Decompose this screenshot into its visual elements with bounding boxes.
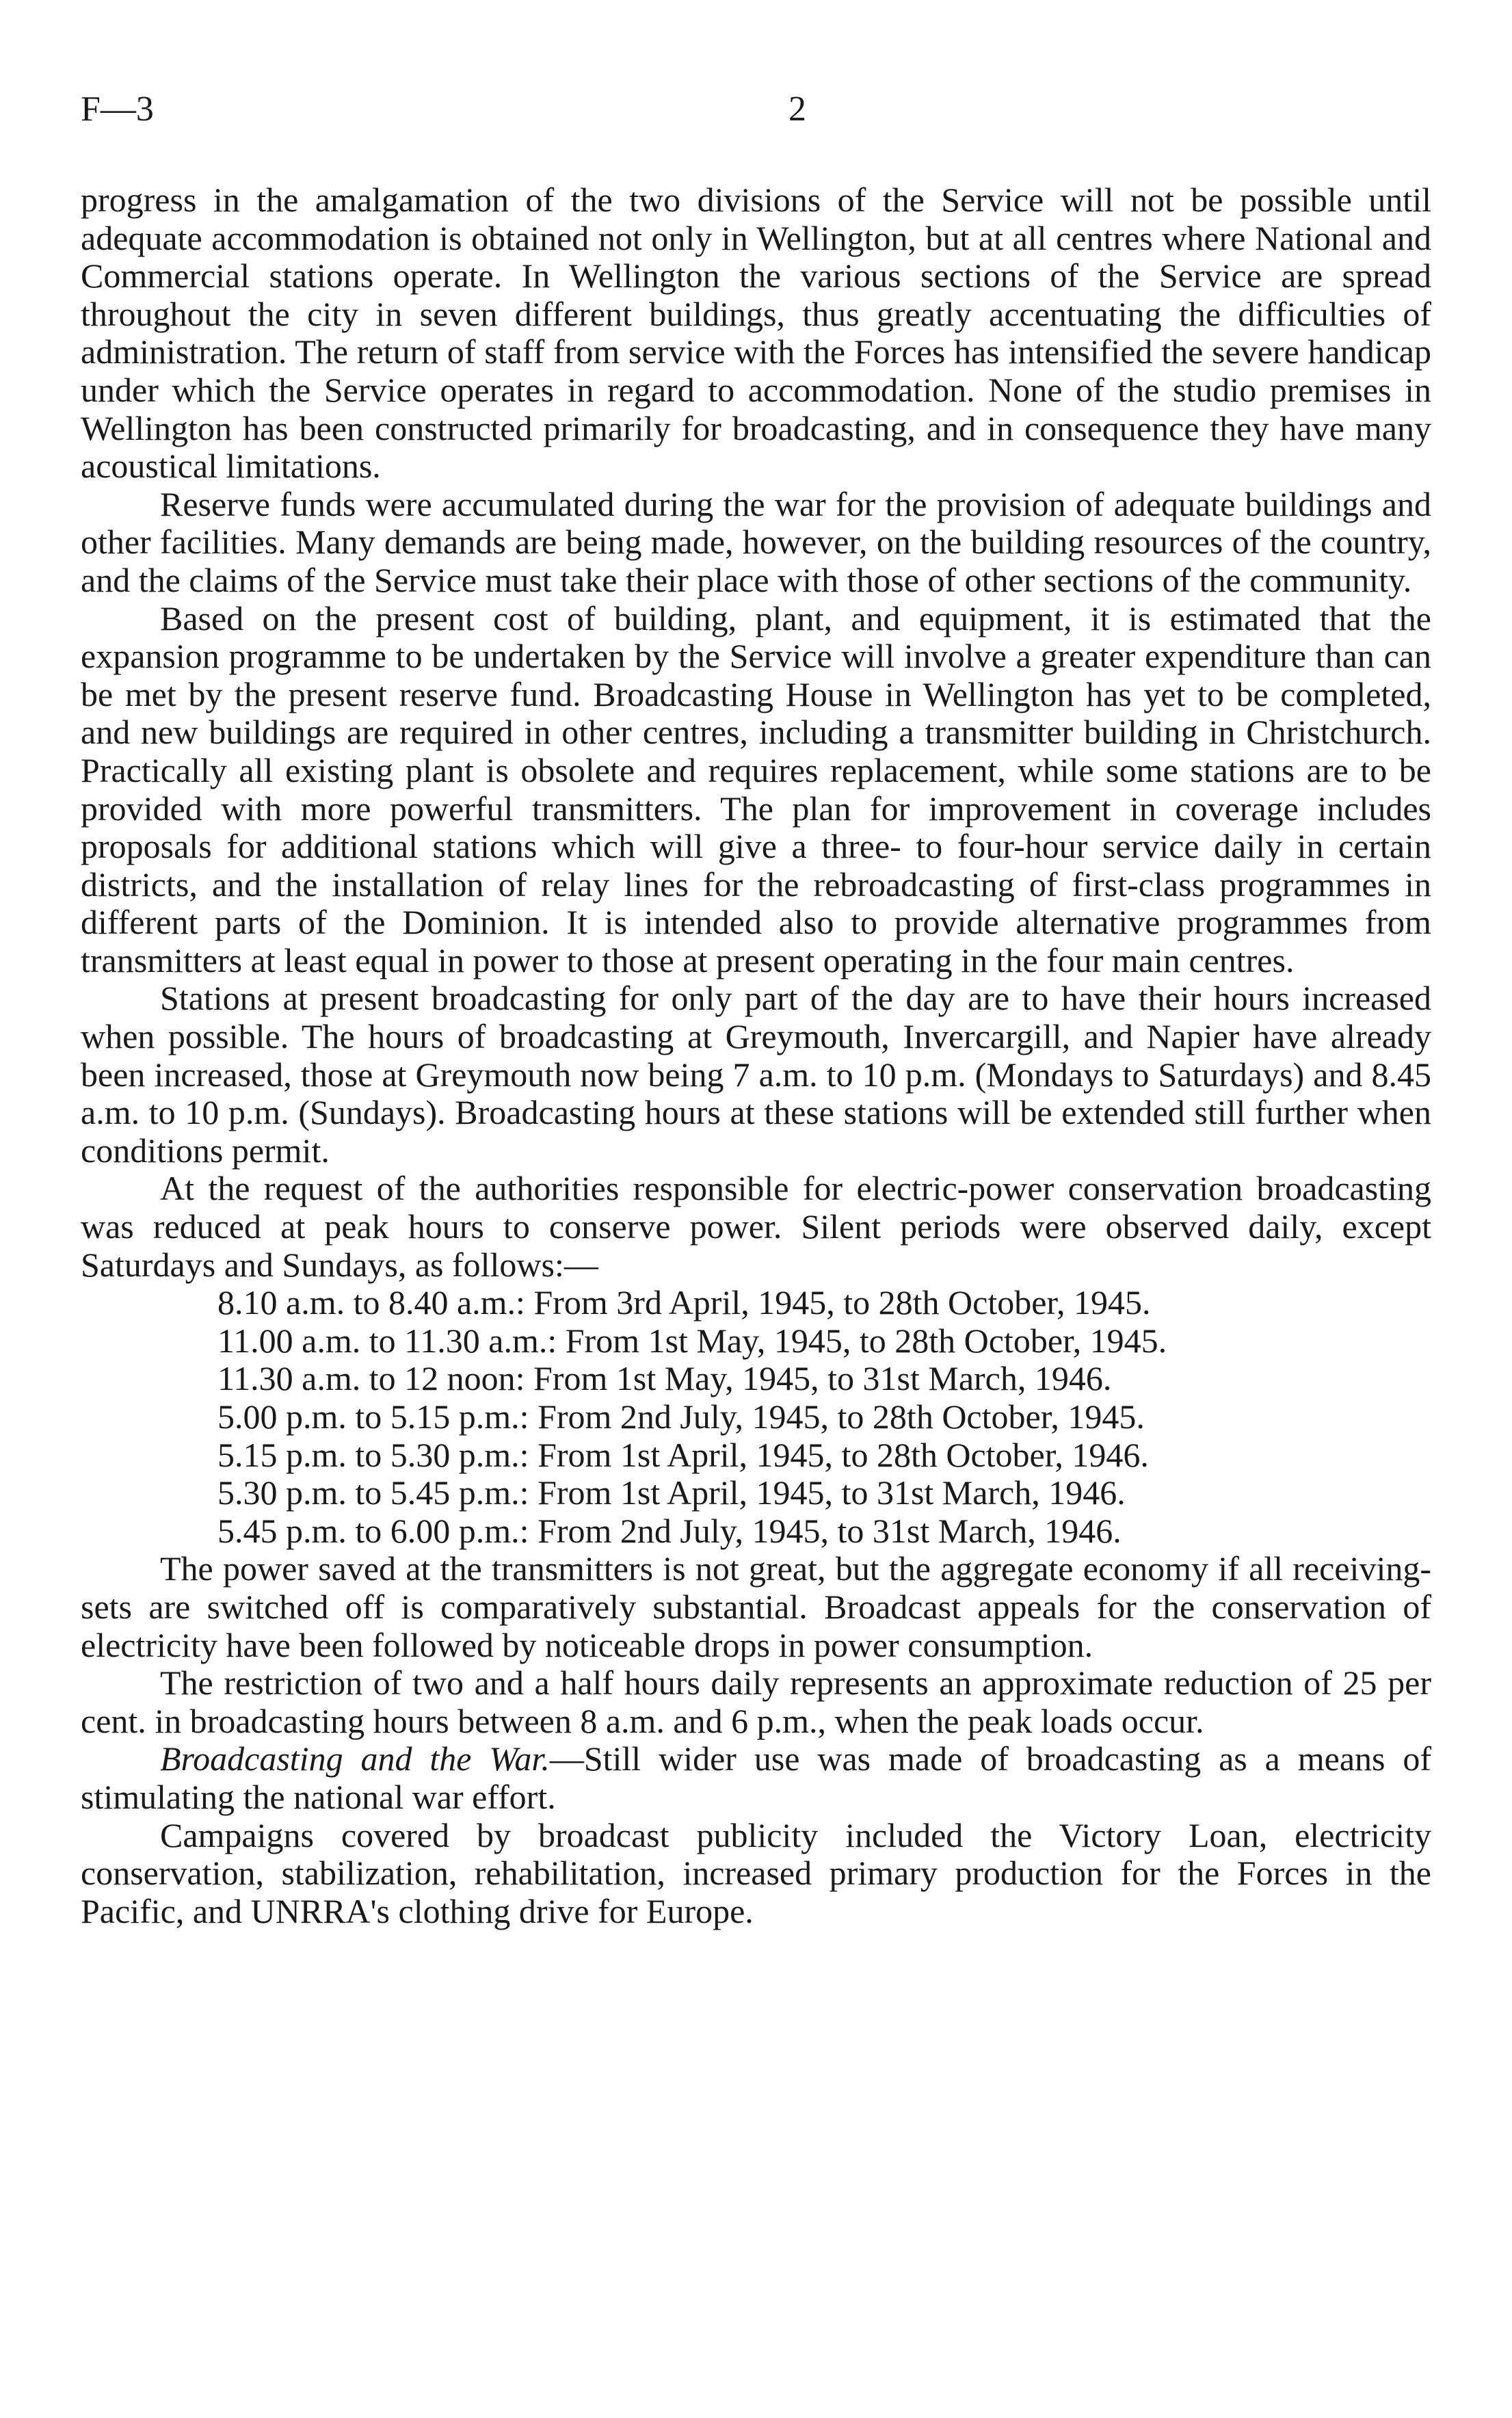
silent-period-item (217, 1436, 1431, 1475)
paragraph-expansion-programme: Based on the present cost of building, plant, and equipment, it is estimated that the expansion programme to be undertaken by the Service will involve a greater expenditure than can be met by the present reserve fund. Broadcasting House in Wellington has yet to be completed, and new buildings are required in other centres, including a transmitter building in Christchurch. Practically all existing plant is obsolete and requires replacement, while some stations are to be provided with more powerful transmitters. The plan for improvement in coverage includes proposals for additional stations which will give a three- to four-hour service daily in certain districts, and the installation of relay lines for the rebroadcasting of first-class programmes in different parts of the Dominion. It is intended also to provide alternative programmes from transmitters at least equal in power to those at present operating in the four main centres. (81, 599, 1431, 980)
silent-periods-list (81, 1284, 1431, 1550)
paragraph-restriction: The restriction of two and a half hours daily represents an approximate reduction of 25 per cent. in broadcasting hours between 8 a.m. and 6 p.m., when the peak loads occur. (81, 1664, 1431, 1740)
page-number: 2 (788, 90, 806, 129)
silent-period-time: 11.00 a.m. to 11.30 a.m.: (217, 1321, 557, 1360)
paragraph-accommodation: progress in the amalgamation of the two divisions of the Service will not be possible until adequate accommodation is obtained not only in Wellington, but at all centres where National and Commercial stations operate. In Wellington the various sections of the Service are spread throughout the city in seven different buildings, thus greatly accentuating the difficulties of administration. The return of staff from service with the Forces has intensified the severe handicap under which the Service operates in regard to accommodation. None of the studio premises in Wellington has been constructed primarily for broadcasting, and in consequence they have many acoustical limitations. (81, 181, 1431, 486)
body-text (81, 181, 1431, 1930)
section-heading-broadcasting-war: Broadcasting and the War. (160, 1739, 550, 1778)
silent-period-time: 11.30 a.m. to 12 noon: (217, 1359, 525, 1398)
silent-period-time: 5.15 p.m. to 5.30 p.m.: (217, 1435, 529, 1474)
document-reference: F—3 (81, 90, 154, 129)
silent-period-item (217, 1474, 1431, 1512)
silent-period-dates: From 2nd July, 1945, to 28th October, 1945. (538, 1397, 1145, 1436)
paragraph-power-conservation: At the request of the authorities responsible for electric-power conservation broadcasting was reduced at peak hours to conserve power. Silent periods were observed daily, except Saturdays and Sundays, as follows:— (81, 1169, 1431, 1284)
silent-period-item (217, 1398, 1431, 1436)
silent-period-item (217, 1512, 1431, 1551)
silent-period-item (217, 1360, 1431, 1398)
paragraph-station-hours: Stations at present broadcasting for only part of the day are to have their hours increased when possible. The hours of broadcasting at Greymouth, Invercargill, and Napier have already been increased, those at Greymouth now being 7 a.m. to 10 p.m. (Mondays to Saturdays) and 8.45 a.m. to 10 p.m. (Sundays). Broadcasting hours at these stations will be extended still further when conditions permit. (81, 979, 1431, 1170)
silent-period-item (217, 1322, 1431, 1361)
silent-period-dates: From 1st April, 1945, to 28th October, 1946. (538, 1435, 1149, 1474)
silent-period-time: 5.30 p.m. to 5.45 p.m.: (217, 1473, 529, 1512)
silent-period-dates: From 1st May, 1945, to 28th October, 1945. (565, 1321, 1167, 1360)
silent-period-time: 8.10 a.m. to 8.40 a.m.: (217, 1283, 525, 1322)
page-header (81, 89, 1431, 137)
silent-period-time: 5.00 p.m. to 5.15 p.m.: (217, 1397, 529, 1436)
paragraph-war-effort (81, 1740, 1431, 1816)
silent-period-time: 5.45 p.m. to 6.00 p.m.: (217, 1511, 529, 1550)
paragraph-campaigns: Campaigns covered by broadcast publicity included the Victory Loan, electricity conservation, stabilization, rehabilitation, increased primary production for the Forces in the Pacific, and UNRRA's clothing drive for Europe. (81, 1815, 1431, 1930)
paragraph-power-saved: The power saved at the transmitters is not great, but the aggregate economy if all receiving-sets are switched off is comparatively substantial. Broadcast appeals for the conservation of electricity have been followed by noticeable drops in power consumption. (81, 1549, 1431, 1664)
silent-period-dates: From 1st May, 1945, to 31st March, 1946. (533, 1359, 1112, 1398)
silent-period-dates: From 1st April, 1945, to 31st March, 1946. (538, 1473, 1126, 1512)
silent-period-dates: From 3rd April, 1945, to 28th October, 1945. (533, 1283, 1151, 1322)
silent-period-item (217, 1284, 1431, 1322)
paragraph-reserve-funds: Reserve funds were accumulated during the war for the provision of adequate buildings and other facilities. Many demands are being made, however, on the building resources of the country, and the claims of the Service must take their place with those of other sections of the community. (81, 484, 1431, 599)
silent-period-dates: From 2nd July, 1945, to 31st March, 1946. (538, 1511, 1122, 1550)
war-effort-text: —Still wider use was made of broadcasting as a means of stimulating the national war effort. (81, 1739, 1432, 1816)
